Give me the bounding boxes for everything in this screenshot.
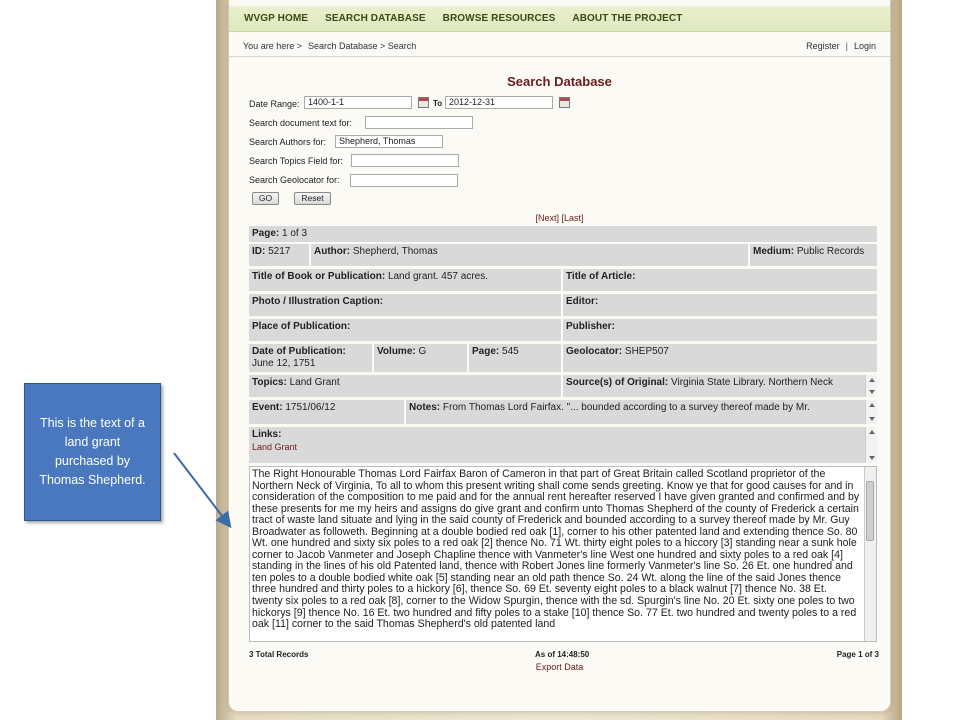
page-cell: [249, 226, 877, 242]
publisher-label: Publisher:: [566, 321, 615, 332]
date-to-input[interactable]: 2012-12-31: [445, 96, 553, 109]
medium-value: Public Records: [796, 246, 865, 257]
sources-cell: [563, 375, 877, 397]
sources-value: Virginia State Library. Northern Neck: [671, 377, 833, 388]
pub-date-label: Date of Publication:: [252, 346, 346, 357]
article-title-label: Title of Article:: [566, 271, 636, 282]
id-value: 5217: [268, 246, 291, 257]
calendar-icon[interactable]: [418, 97, 429, 108]
annotation-callout: [24, 383, 161, 521]
event-label: Event:: [252, 402, 283, 413]
page-of: Page 1 of 3: [836, 650, 879, 659]
doc-text-input[interactable]: [365, 116, 473, 129]
calendar-icon[interactable]: [559, 97, 570, 108]
medium-cell: [750, 244, 877, 266]
breadcrumb-prefix: You are here >: [243, 40, 302, 51]
web-page: [228, 0, 891, 712]
place-cell: [249, 319, 561, 341]
geolocator-label: Search Geolocator for:: [249, 175, 340, 185]
geolocator-input[interactable]: [350, 174, 458, 187]
links-label: Links:: [252, 429, 282, 440]
editor-cell: [563, 294, 877, 316]
sources-scrollbar[interactable]: [865, 375, 877, 397]
page-num-value: 545: [502, 346, 519, 357]
document-text: The Right Honourable Thomas Lord Fairfax Baron of Cameron in that part of Great Britain called Scotland proprietor of the Northern Neck of Virginia, To all to whom this present writing shall come sends greeting. Know ye that for good causes for and in consideration of the composition to me paid and for the annual rent hereafter reserved I have given granted and confirmed and by these presents for me my heirs and assigns do give grant and confirm unto Thomas Shepherd of the county of Frederick a certain tract of waste land situate and lying in the said county of Frederick and bounded according to a survey thereof made by Mr. Guy Broadwater as followeth. Beginning at a double bodied red oak [1], corner to his other patented land and extending thence So. 80 Wt. one hundred and sixty six poles to a red oak [2] thence No. 71 Wt. thirty eight poles to a hiccory [3] standing near a sunk hole corner to Jacob Vanmeter and Joseph Chapline thence with Vanmeter's line West one hundred and sixty poles to a red oak [4] standing in the lines of his old Patented land, thence with Robert Jones line formerly Vanmeter's line So. 26 Et. one hundred and ten poles to a double bodied white oak [5] standing near an old path thence So. 24 Wt. along the line of the said Jones thence three hundred and thirty poles to a hickory [6], thence So. 69 Et. seventy eight poles to a black walnut [7] thence No. 38 Et. twenty six poles to a red oak [8], corner to the Widow Spurgin, thence with the sd. Spurgin's line No. 20 Et. sixty one poles to two hickorys [9] thence No. 16 Et. two hundred and fifty poles to a stake [10] thence So. 77 Et. two hundred and twenty poles to a red oak [11] corner to the said Thomas Shepherd's old patented land: [252, 468, 860, 631]
volume-label: Volume:: [377, 346, 416, 357]
links-scrollbar[interactable]: [865, 427, 877, 463]
caption-label: Photo / Illustration Caption:: [252, 296, 384, 307]
total-records: 3 Total Records: [249, 650, 309, 659]
reset-button[interactable]: Reset: [294, 192, 331, 205]
article-title-cell: [563, 269, 877, 291]
author-cell: [311, 244, 748, 266]
nav-home[interactable]: WVGP HOME: [244, 13, 309, 24]
document-text-area[interactable]: [249, 466, 877, 642]
book-title-cell: [249, 269, 561, 291]
event-value: 1751/06/12: [285, 402, 336, 413]
geolocator-cell: [563, 344, 877, 372]
notes-value: From Thomas Lord Fairfax. "... bounded according to a survey thereof made by Mr.: [442, 402, 810, 413]
event-cell: [249, 400, 404, 424]
notes-scrollbar[interactable]: [865, 400, 877, 424]
authors-input[interactable]: Shepherd, Thomas: [335, 135, 443, 148]
page-title: Search Database: [507, 74, 612, 89]
land-grant-link[interactable]: Land Grant: [252, 442, 298, 452]
date-from-input[interactable]: 1400-1-1: [304, 96, 412, 109]
as-of-time: As of 14:48:50: [535, 650, 590, 659]
topics-label: Search Topics Field for:: [249, 156, 343, 166]
breadcrumb-separator: |: [845, 40, 848, 51]
authors-label: Search Authors for:: [249, 137, 327, 147]
editor-label: Editor:: [566, 296, 599, 307]
breadcrumb-path[interactable]: Search Database > Search: [307, 40, 417, 51]
book-title-label: Title of Book or Publication:: [252, 271, 386, 282]
top-nav: [229, 6, 890, 32]
topics-input[interactable]: [351, 154, 459, 167]
topics-field-label: Topics:: [252, 377, 287, 388]
nav-browse-resources[interactable]: BROWSE RESOURCES: [442, 13, 556, 24]
page-value: 1 of 3: [282, 228, 308, 239]
volume-value: G: [418, 346, 427, 357]
callout-text: This is the text of a land grant purchased by Thomas Shepherd.: [39, 416, 146, 487]
register-link[interactable]: Register: [806, 40, 840, 51]
geolocator-value: SHEP507: [624, 346, 669, 357]
page-num-cell: [469, 344, 561, 372]
to-label: To: [433, 99, 443, 108]
volume-cell: [374, 344, 467, 372]
pub-date-value: June 12, 1751: [252, 358, 316, 369]
topics-value: Land Grant: [289, 377, 340, 388]
caption-cell: [249, 294, 561, 316]
nav-search-database[interactable]: SEARCH DATABASE: [325, 13, 426, 24]
last-link[interactable]: [Last]: [561, 213, 584, 223]
sources-label: Source(s) of Original:: [566, 377, 669, 388]
export-data-link[interactable]: Export Data: [535, 662, 584, 672]
doc-text-label: Search document text for:: [249, 118, 353, 128]
page-label: Page:: [252, 228, 280, 239]
go-button[interactable]: GO: [252, 192, 279, 205]
breadcrumb: [229, 35, 890, 57]
id-label: ID:: [252, 246, 266, 257]
page-num-label: Page:: [472, 346, 500, 357]
pager: [229, 213, 890, 223]
id-cell: [249, 244, 309, 266]
notes-cell: [406, 400, 877, 424]
scrollbar-thumb[interactable]: [866, 481, 874, 541]
topics-cell: [249, 375, 561, 397]
links-cell: [249, 427, 877, 463]
geolocator-field-label: Geolocator:: [566, 346, 623, 357]
author-value: Shepherd, Thomas: [352, 246, 438, 257]
place-label: Place of Publication:: [252, 321, 351, 332]
document-scrollbar[interactable]: [864, 467, 876, 641]
date-range-label: Date Range:: [249, 99, 300, 109]
pub-date-cell: [249, 344, 372, 372]
author-label: Author:: [314, 246, 351, 257]
medium-label: Medium:: [753, 246, 795, 257]
nav-about-project[interactable]: ABOUT THE PROJECT: [572, 13, 683, 24]
next-link[interactable]: [Next]: [535, 213, 559, 223]
login-link[interactable]: Login: [853, 40, 876, 51]
book-title-value: Land grant. 457 acres.: [387, 271, 489, 282]
publisher-cell: [563, 319, 877, 341]
notes-label: Notes:: [409, 402, 441, 413]
